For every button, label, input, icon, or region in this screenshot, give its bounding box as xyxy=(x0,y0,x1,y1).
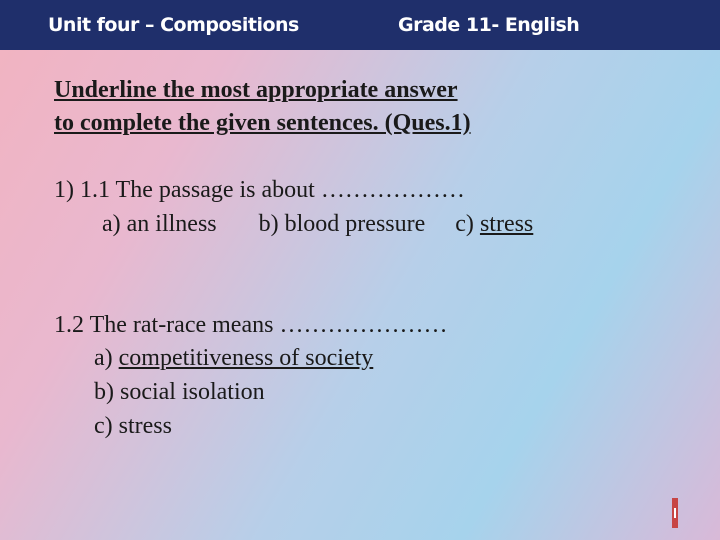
underlined-answer: stress xyxy=(479,211,534,237)
question-1-1-stem: 1) 1.1 The passage is about ……………… xyxy=(54,177,465,203)
option-a-prefix: a) xyxy=(94,345,119,371)
instruction-line-1: Underline the most appropriate answer xyxy=(54,77,458,103)
question-1-2-option-b: b) social isolation xyxy=(94,379,265,405)
slide-marker xyxy=(672,498,678,528)
instruction-line-2: to complete the given sentences. (Ques.1) xyxy=(54,110,471,136)
option-c-prefix: c) xyxy=(455,211,480,237)
question-1-1-options xyxy=(102,208,533,241)
slide-marker-tick xyxy=(674,508,676,518)
question-1-2-option-a xyxy=(94,342,373,375)
option-b: b) blood pressure xyxy=(258,211,426,237)
question-1-2-stem: 1.2 The rat-race means ………………… xyxy=(54,312,448,338)
grade-title: Grade 11- English xyxy=(398,14,580,36)
option-c xyxy=(455,211,533,237)
underlined-answer: competitiveness of society xyxy=(118,345,374,371)
header-bar xyxy=(0,0,720,50)
question-1-2-option-c: c) stress xyxy=(94,413,172,439)
unit-title: Unit four – Compositions xyxy=(48,14,299,36)
option-a: a) an illness xyxy=(102,211,217,237)
instruction-text xyxy=(54,74,614,140)
